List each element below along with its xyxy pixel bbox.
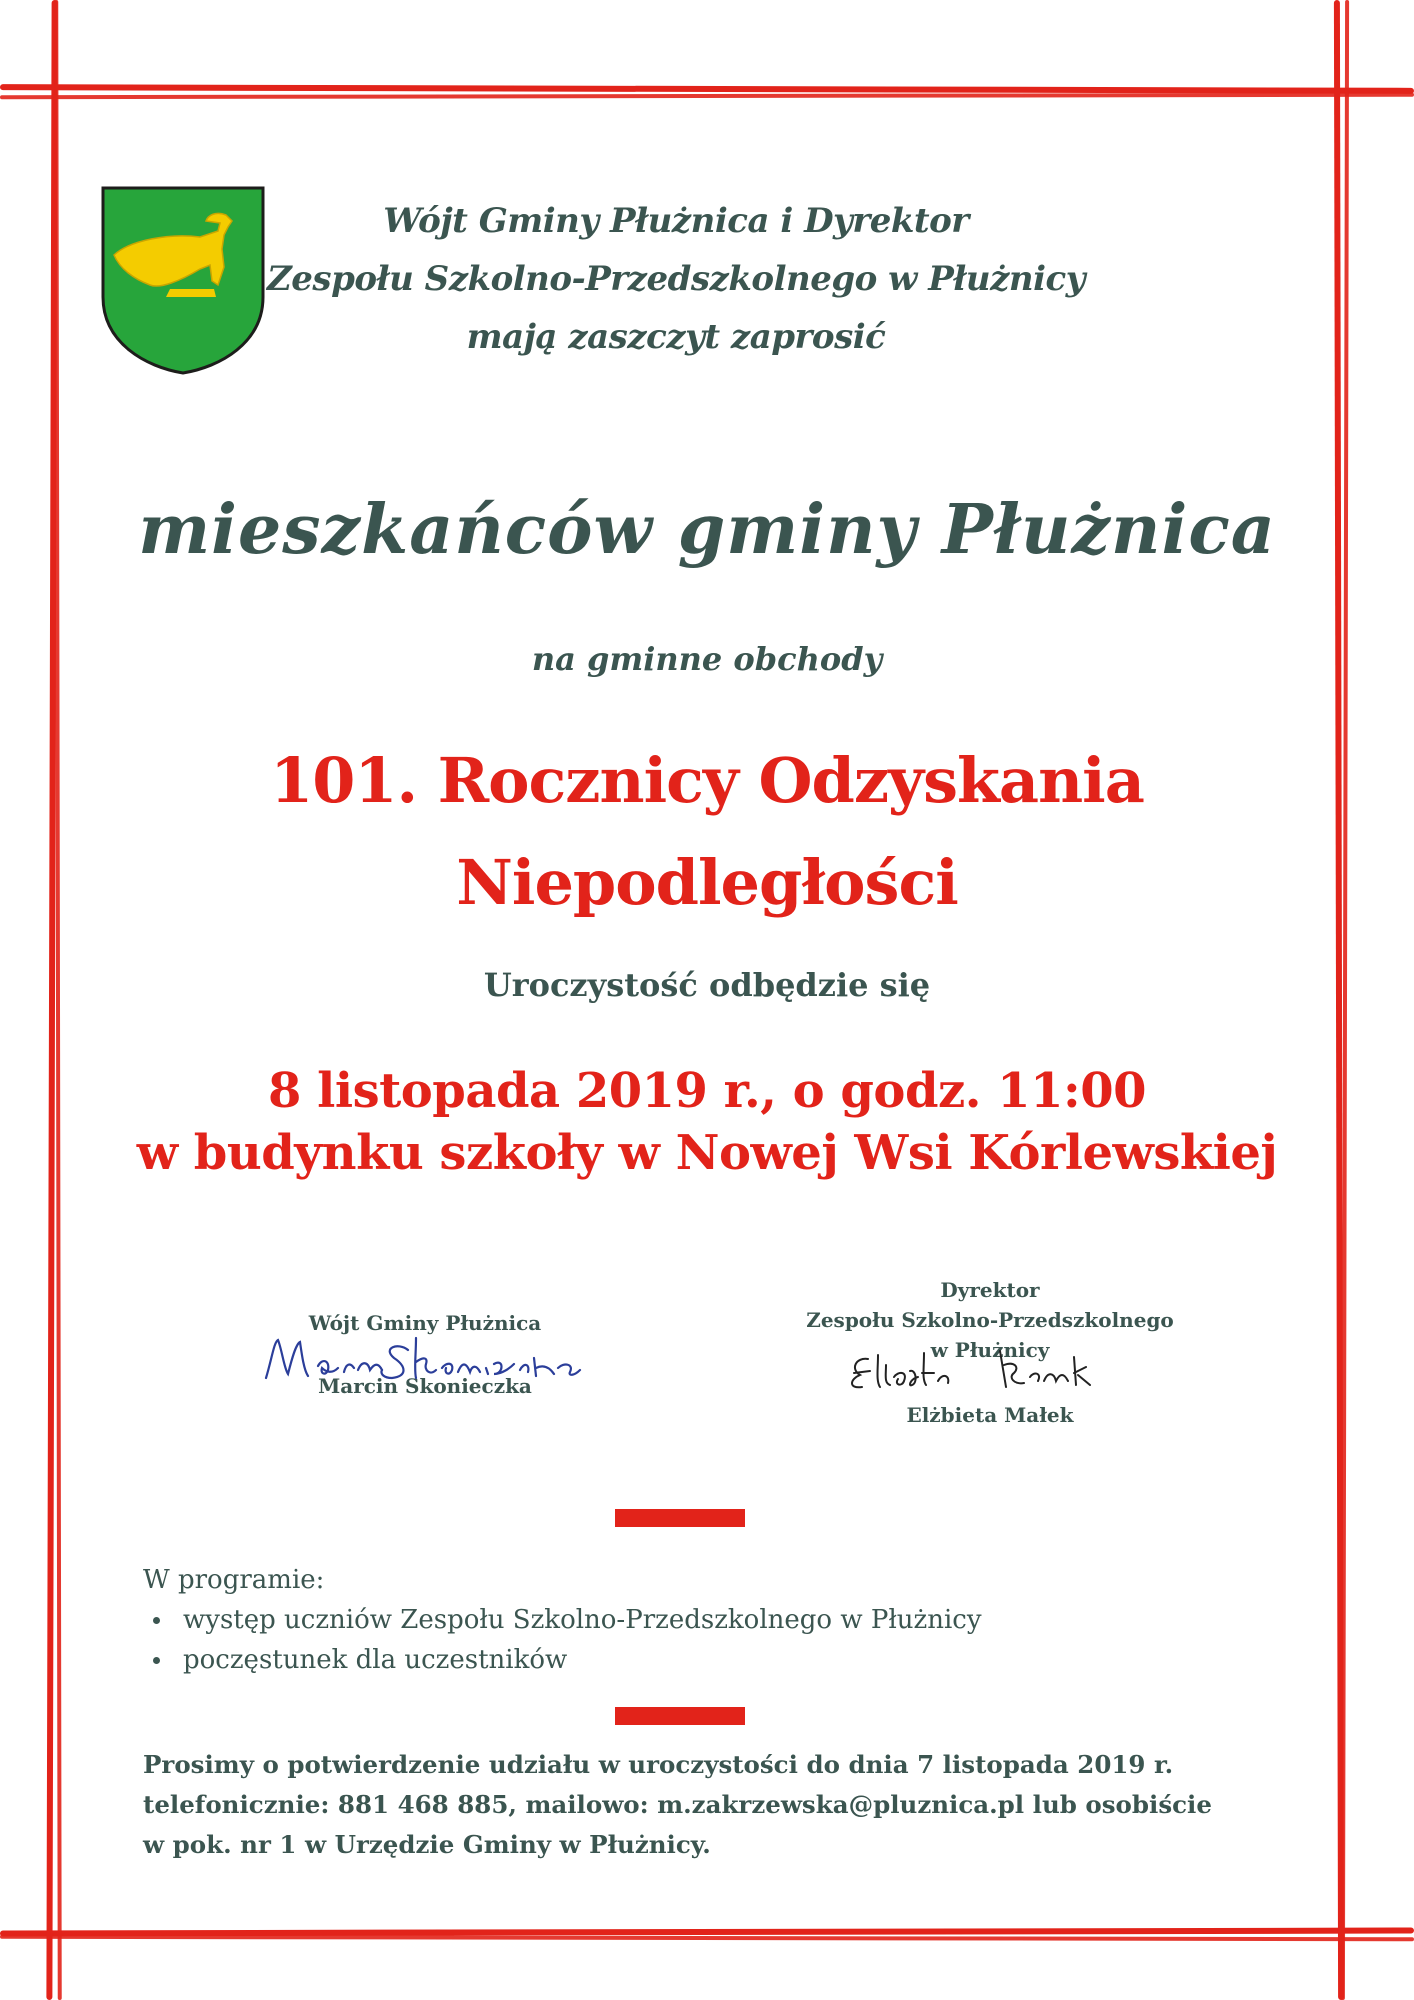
signatory-name-right: Elżbieta Małek xyxy=(906,1403,1074,1427)
when-intro: Uroczystość odbędzie się xyxy=(483,966,931,1004)
header-line-2: Zespołu Szkolno-Przedszkolnego w Płużnicy xyxy=(266,259,1085,299)
invitees-heading: mieszkańców gminy Płużnica xyxy=(138,490,1276,570)
event-title-line-2: Niepodległości xyxy=(456,846,958,919)
signatory-role-right-2: Zespołu Szkolno-Przedszkolnego xyxy=(806,1308,1174,1332)
program-section xyxy=(143,1560,1293,1680)
rsvp-line-3: w pok. nr 1 w Urzędzie Gminy w Płużnicy. xyxy=(143,1830,711,1859)
red-divider-1 xyxy=(615,1509,745,1527)
red-divider-2 xyxy=(615,1707,745,1725)
event-when-where xyxy=(80,1060,1334,1184)
signatory-role-left: Wójt Gminy Płużnica xyxy=(308,1311,542,1335)
frame-top-line-2 xyxy=(0,93,1414,99)
signatory-name-left: Marcin Skonieczka xyxy=(318,1374,532,1398)
program-heading: W programie: xyxy=(143,1565,325,1595)
frame-left-line-2 xyxy=(54,0,61,2000)
program-list xyxy=(143,1600,1293,1680)
rsvp-note xyxy=(143,1745,1215,1865)
signatory-role-right-1: Dyrektor xyxy=(940,1278,1040,1302)
frame-right-line-2 xyxy=(1341,0,1349,2000)
header-line-1: Wójt Gminy Płużnica i Dyrektor xyxy=(383,201,969,241)
handwritten-signature-left xyxy=(258,1328,598,1388)
rsvp-line-2: telefonicznie: 881 468 885, mailowo: m.zakrzewska@pluznica.pl lub osobiście xyxy=(143,1790,1212,1819)
event-title-line-1: 101. Rocznicy Odzyskania xyxy=(270,744,1144,817)
handwritten-signature-right xyxy=(838,1347,1148,1397)
program-item: poczęstunek dla uczestników xyxy=(183,1640,1293,1680)
event-place: w budynku szkoły w Nowej Wsi Kórlewskiej xyxy=(136,1125,1278,1181)
frame-bottom-line-2 xyxy=(0,1935,1414,1941)
signatory-role-right-3: w Płużnicy xyxy=(930,1338,1050,1362)
occasion-intro: na gminne obchody xyxy=(531,640,883,678)
header-line-3: mają zaszczyt zaprosić xyxy=(466,317,886,357)
header-inviters xyxy=(200,192,1152,366)
event-date-time: 8 listopada 2019 r., o godz. 11:00 xyxy=(267,1063,1146,1119)
program-item: występ uczniów Zespołu Szkolno-Przedszkolnego w Płużnicy xyxy=(183,1600,1293,1640)
rsvp-line-1: Prosimy o potwierdzenie udziału w uroczystości do dnia 7 listopada 2019 r. xyxy=(143,1750,1174,1779)
event-title xyxy=(80,730,1334,934)
